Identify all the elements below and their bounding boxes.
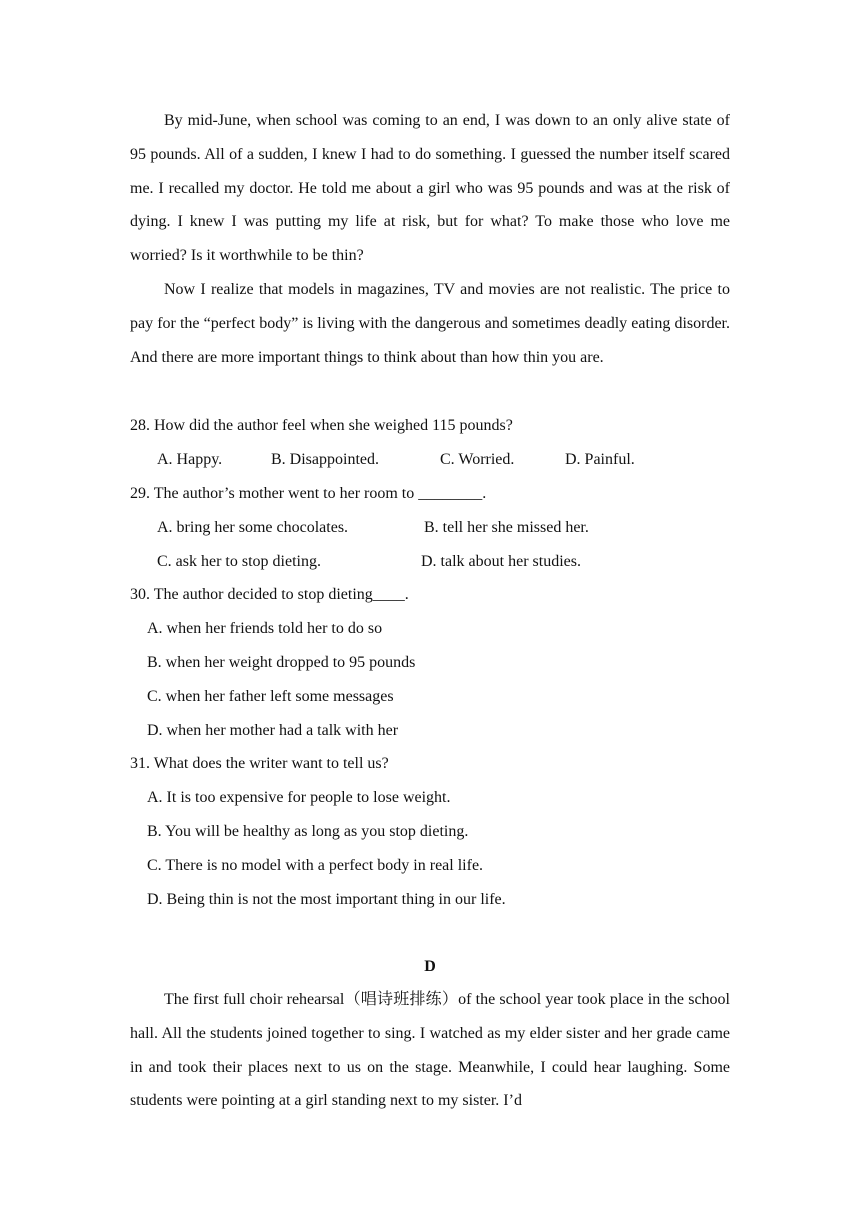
answer-option: B. when her weight dropped to 95 pounds bbox=[147, 654, 416, 671]
answer-option: A. bring her some chocolates. bbox=[157, 519, 349, 536]
answer-option: A. when her friends told her to do so bbox=[147, 620, 383, 637]
answer-option: A. Happy. bbox=[157, 451, 223, 468]
answer-option: D. Painful. bbox=[565, 451, 635, 468]
answer-option: D. talk about her studies. bbox=[421, 553, 581, 570]
question-stem: 28. How did the author feel when she weighed 115 pounds? bbox=[130, 417, 513, 434]
passage-paragraph: Now I realize that models in magazines, TV and movies are not realistic. The price to pay for the “perfect body” is living with the dangerous and sometimes deadly eating disorder. And there are more important things to think about than how thin you are. bbox=[130, 281, 730, 366]
answer-option: A. It is too expensive for people to lose weight. bbox=[147, 789, 451, 806]
passage-paragraph: The first full choir rehearsal（唱诗班排练）of the school year took place in the school hall. All the students joined together to sing. I watched as my elder sister and her grade came in and took their places next to us on the stage. Meanwhile, I could hear laughing. Some students were pointing at a girl standing next to my sister. I’d bbox=[130, 991, 730, 1110]
section-title: D bbox=[424, 958, 436, 975]
answer-option: C. ask her to stop dieting. bbox=[157, 553, 321, 570]
answer-option: D. Being thin is not the most important thing in our life. bbox=[147, 891, 506, 908]
question-stem: 29. The author’s mother went to her room to ________. bbox=[130, 485, 487, 502]
question-stem: 31. What does the writer want to tell us? bbox=[130, 755, 389, 772]
answer-option: B. Disappointed. bbox=[271, 451, 379, 468]
answer-option: C. when her father left some messages bbox=[147, 688, 394, 705]
answer-option: C. Worried. bbox=[440, 451, 515, 468]
answer-option: B. tell her she missed her. bbox=[424, 519, 589, 536]
question-stem: 30. The author decided to stop dieting____. bbox=[130, 586, 409, 603]
answer-option: D. when her mother had a talk with her bbox=[147, 722, 399, 739]
passage-paragraph: By mid-June, when school was coming to an end, I was down to an only alive state of 95 pounds. All of a sudden, I knew I had to do something. I guessed the number itself scared me. I recalled my doctor. He told me about a girl who was 95 pounds and was at the risk of dying. I knew I was putting my life at risk, but for what? To make those who love me worried? Is it worthwhile to be thin? bbox=[130, 112, 730, 265]
answer-option: B. You will be healthy as long as you stop dieting. bbox=[147, 823, 469, 840]
answer-option: C. There is no model with a perfect body in real life. bbox=[147, 857, 484, 874]
